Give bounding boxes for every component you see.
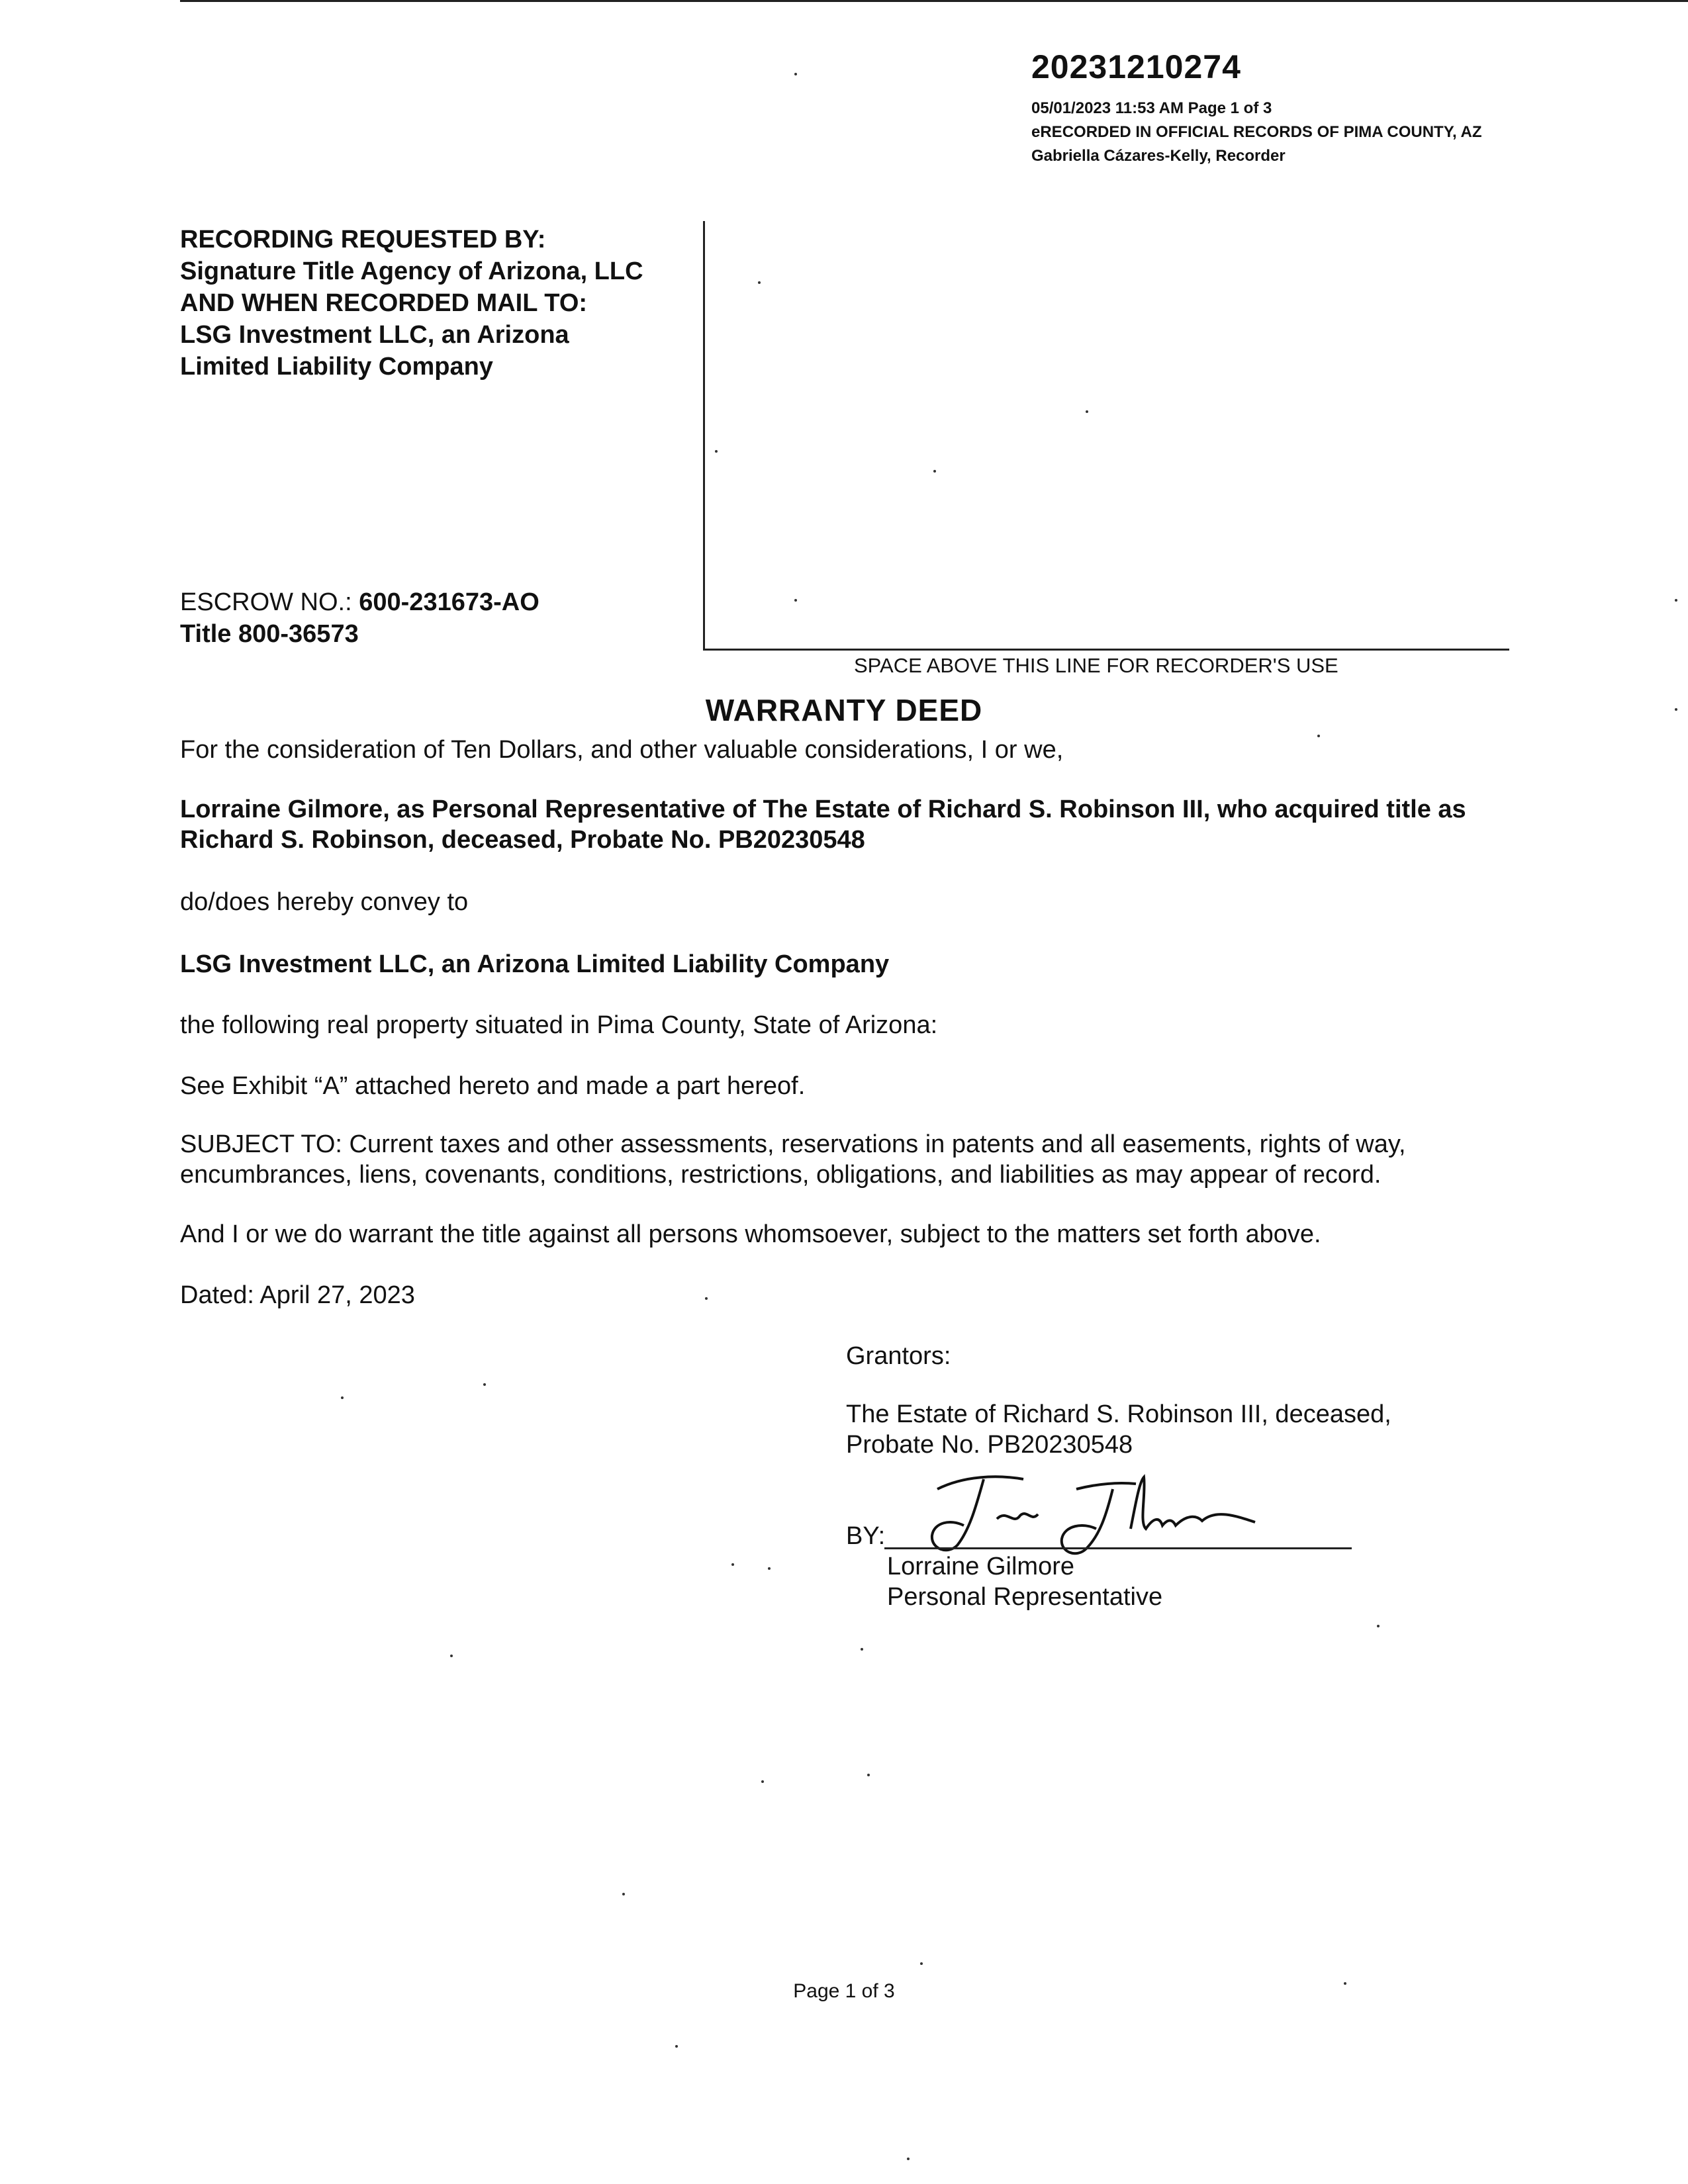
warrant-paragraph: And I or we do warrant the title against all persons whomsoever, subject to the matters set forth above. <box>180 1220 1321 1248</box>
recording-requested-label: RECORDING REQUESTED BY: <box>180 226 546 253</box>
top-border-rule <box>180 0 1688 2</box>
dated-line: Dated: April 27, 2023 <box>180 1281 415 1309</box>
recorder-space-note: SPACE ABOVE THIS LINE FOR RECORDER'S USE <box>854 654 1338 677</box>
escrow-block <box>180 586 539 650</box>
recording-number: 20231210274 <box>1031 48 1241 85</box>
property-paragraph: the following real property situated in Pima County, State of Arizona: <box>180 1011 938 1039</box>
grantee-paragraph: LSG Investment LLC, an Arizona Limited Liability Company <box>180 950 890 978</box>
signer-title: Personal Representative <box>887 1583 1163 1611</box>
recording-requested-block <box>180 224 643 383</box>
page-number: Page 1 of 3 <box>793 1980 895 2002</box>
convey-paragraph: do/does hereby convey to <box>180 888 469 916</box>
estate-line1: The Estate of Richard S. Robinson III, deceased, <box>846 1400 1391 1428</box>
exhibit-paragraph: See Exhibit “A” attached hereto and made a part hereof. <box>180 1072 806 1100</box>
consideration-paragraph: For the consideration of Ten Dollars, and other valuable considerations, I or we, <box>180 736 1064 764</box>
title-number: Title 800-36573 <box>180 620 359 648</box>
grantors-heading: Grantors: <box>846 1342 951 1370</box>
signer-name: Lorraine Gilmore <box>887 1553 1074 1580</box>
by-label: BY: <box>846 1522 886 1550</box>
mail-to-name-line2: Limited Liability Company <box>180 353 493 381</box>
subject-to-paragraph: SUBJECT TO: Current taxes and other assessments, reservations in patents and all easements, rights of way, encumbrances, liens, covenants, conditions, restrictions, obligations, and liabilities as may appear of record. <box>180 1130 1406 1189</box>
mail-to-label: AND WHEN RECORDED MAIL TO: <box>180 289 588 317</box>
mail-to-name-line1: LSG Investment LLC, an Arizona <box>180 321 569 349</box>
signature-image <box>884 1463 1282 1565</box>
escrow-number: 600-231673-AO <box>359 588 539 616</box>
recorded-official-records: eRECORDED IN OFFICIAL RECORDS OF PIMA COUNTY, AZ <box>1031 123 1482 141</box>
recorder-use-line <box>703 649 1509 651</box>
recorder-box-divider <box>703 221 705 650</box>
recording-datetime: 05/01/2023 11:53 AM Page 1 of 3 <box>1031 99 1272 117</box>
escrow-label: ESCROW NO.: <box>180 588 352 616</box>
grantor-paragraph: Lorraine Gilmore, as Personal Representative of The Estate of Richard S. Robinson III, who acquired title as Richard S. Robinson, deceased, Probate No. PB20230548 <box>180 796 1466 854</box>
estate-line2: Probate No. PB20230548 <box>846 1431 1133 1459</box>
requesting-agency: Signature Title Agency of Arizona, LLC <box>180 257 643 285</box>
recorder-name: Gabriella Cázares-Kelly, Recorder <box>1031 147 1286 165</box>
deed-title: WARRANTY DEED <box>705 693 983 727</box>
signature-line <box>884 1547 1352 1549</box>
